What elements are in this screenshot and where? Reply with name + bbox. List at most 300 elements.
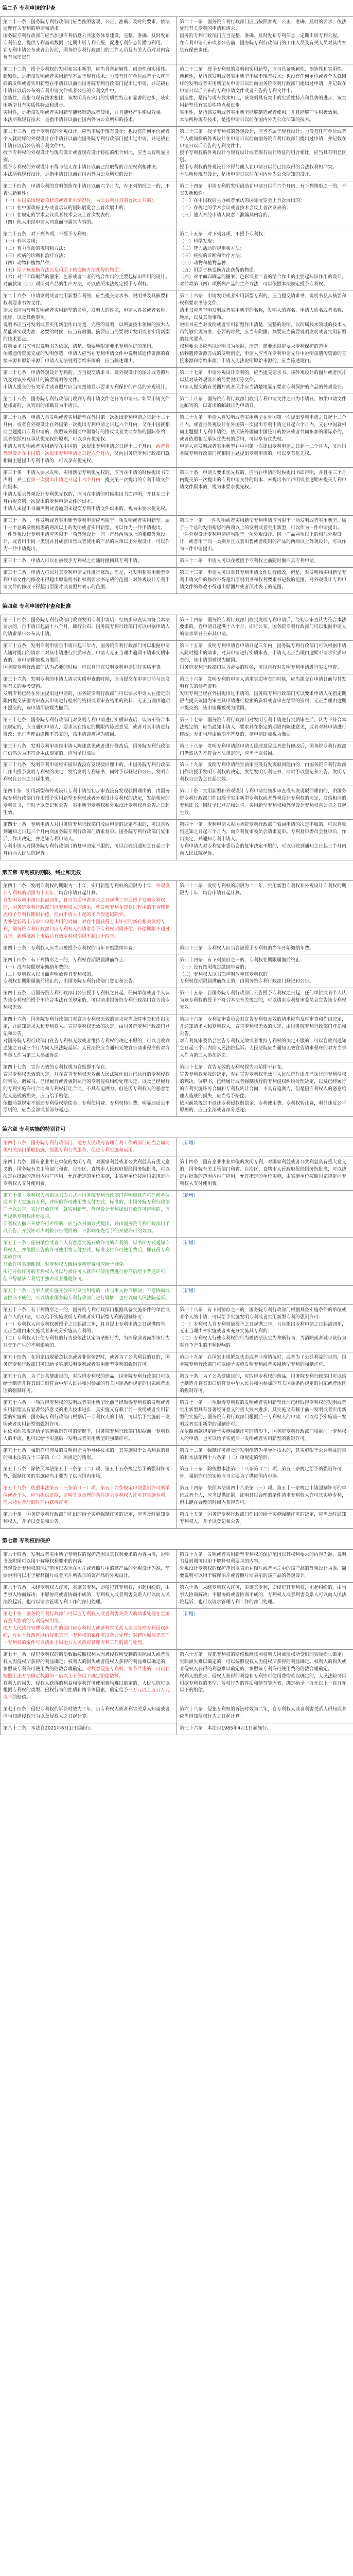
table-row xyxy=(1,1285,353,1304)
text-segment: 在国家出现紧急状态或者非常情况时，为公共利益目的首次公开的； xyxy=(17,198,156,204)
original-article-cell xyxy=(177,1549,353,1583)
text-segment: 第五十条 为了公共健康目的，对取得专利权的药品，国务院专利行政部门可以给予制造并将其出口到符合中华人民共和国参加的有关国际条约规定的国家或者地区的强制许可。 xyxy=(180,1374,347,1394)
amended-article-cell xyxy=(1,515,177,556)
article-text xyxy=(3,617,174,639)
article-text xyxy=(180,743,350,758)
original-article-cell xyxy=(177,615,353,641)
amended-article-cell xyxy=(1,568,177,594)
article-text xyxy=(180,1374,350,1395)
text-segment: 第三十一条 一件发明或者实用新型专利申请应当限于一项发明或者实用新型。属于一个总的发明构思的两项以上的发明或者实用新型，可以作为一件申请提出。 一件外观设计专利申请应当限于一项外观设计。同一产品两项以上的相似外观设计，或者用于同一类别并且成套出售或者使用的产品的两项以上外观设计，可以作为一件申请提出。 xyxy=(3,518,170,552)
text-segment: 第四十条 实用新型和外观设计专利申请经初步审查没有发现驳回理由的，由国务院专利行政部门作出授予实用新型专利权或者外观设计专利权的决定，发给相应的专利证书，同时予以登记和公告。实用新型专利权和外观设计专利权自公告之日起生效。 xyxy=(3,789,170,816)
article-text xyxy=(180,957,350,986)
article-text xyxy=(3,19,174,62)
original-article-cell xyxy=(177,943,353,955)
table-row xyxy=(1,1138,353,1157)
table-row xyxy=(1,1304,353,1352)
table-row xyxy=(1,1510,353,1529)
article-text xyxy=(3,470,174,513)
original-article-cell xyxy=(177,515,353,556)
amended-article-cell xyxy=(1,1138,177,1157)
original-article-cell xyxy=(177,181,353,229)
table-row xyxy=(1,1549,353,1583)
article-text xyxy=(180,945,350,953)
amended-article-cell xyxy=(1,1649,177,1704)
original-article-cell xyxy=(177,126,353,181)
original-article-cell xyxy=(177,1138,353,1157)
table-row xyxy=(1,1014,353,1062)
article-text xyxy=(3,945,174,953)
section-heading: 第四章 专利申请的审查和批准 xyxy=(2,604,71,609)
article-text xyxy=(3,518,174,554)
text-segment: 第五十五条 国务院专利行政部门作出的给予实施强制许可的决定，应当及时通知专利权人，并予以登记和公告。 xyxy=(180,1512,347,1525)
article-text xyxy=(180,676,350,713)
text-segment: 第四十五条 自国务院专利行政部门公告授予专利权之日起，任何单位或者个人认为该专利权的授予不符合本法有关规定的，可以请求专利复审委员会宣告该专利权无效。 xyxy=(180,991,347,1011)
amended-article-cell xyxy=(1,64,177,127)
text-segment: （新增） xyxy=(180,1140,199,1146)
article-text xyxy=(3,1585,174,1606)
section-heading: 第五章 专利权的期限、终止和无效 xyxy=(2,870,81,876)
original-article-cell xyxy=(177,1510,353,1529)
text-segment: 第三十条 申请人要求发明、实用新型专利优先权的，应当在申请的时候提出书面声明，并且在 xyxy=(3,470,170,483)
table-row xyxy=(1,1583,353,1609)
original-article-cell xyxy=(177,1190,353,1238)
article-text xyxy=(3,570,174,591)
text-segment: 第四十四条 有下列情形之一的，专利权在期限届满前终止： （一）没有按照规定缴纳年费的； （二）专利权人以书面声明放弃其专利权的。 专利权在期限届满前终止的，由国务院专利行政部门登记和公告。 xyxy=(3,957,138,985)
article-text xyxy=(180,717,350,739)
table-row xyxy=(1,1723,353,1735)
table-row xyxy=(1,291,353,367)
amended-article-cell xyxy=(1,943,177,955)
table-row xyxy=(1,786,353,820)
text-segment: 第二十五条 对下列各项，不授予专利权： （一）科学发现； （二）智力活动的规则和方法； （三）疾病的诊断和治疗方法； （四）动物和植物品种； （五） xyxy=(3,231,92,273)
article-text xyxy=(180,822,350,858)
article-text xyxy=(3,990,174,1012)
text-segment: 第八十二条 本法自2021年6月1日起施行。 xyxy=(3,1726,95,1732)
article-text xyxy=(3,1193,174,1236)
section-heading: 第二节 专利申请的审查 xyxy=(2,6,56,11)
text-segment: 第六十五条 未经专利权人许可，实施其专利，即侵犯其专利权，引起纠纷的，由当事人协商解决；不愿协商或者协商不成的，专利权人或者利害关系人可以向人民法院起诉，也可以请求管理专利工作的部门处理。 xyxy=(3,1585,170,1605)
article-text xyxy=(3,558,174,565)
amended-article-cell xyxy=(1,229,177,291)
article-text xyxy=(3,396,174,411)
text-segment: 第二十一条 国务院专利行政部门应当按照客观、公正、准确、及时的要求，依法处理有关专利的申请和请求。 国务院专利行政部门应当加强专利信息公共服务体系建设，完整、准确、及时发布专利信息，提供专利基础数据，定期出版专利公报，促进专利信息传播与利用。 在专利申请公布或者公告前，国务院专利行政部门的工作人员及有关人员对其内容负有保密责任。 xyxy=(3,19,170,61)
article-text xyxy=(180,470,350,492)
text-segment: 第七十四条 侵犯专利权的诉讼时效为三年，自专利权人或者利害关系人知道或者应当知道侵权行为以及侵权人之日起计算。 xyxy=(3,1707,170,1720)
original-article-cell xyxy=(177,1371,353,1398)
article-text xyxy=(3,1466,174,1481)
text-segment: 第一次提出申请之日起十六个月内， xyxy=(31,477,105,483)
amended-article-cell xyxy=(1,1549,177,1583)
table-row xyxy=(1,820,353,860)
text-segment: 第三十一条 一件发明或者实用新型专利申请应当限于一项发明或者实用新型。属于一个总的发明构思的两项以上的发明或者实用新型，可以作为一件申请提出。 一件外观设计专利申请应当限于一项外观设计。同一产品两项以上的相似外观设计，或者用于同一类别并且成套出售或者使用的产品的两项以上外观设计，可以作为一件申请提出。 xyxy=(180,518,347,552)
article-text xyxy=(180,1512,350,1526)
text-segment: 第二十六条 申请发明或者实用新型专利的，应当提交请求书、说明书及其摘要和权利要求书等文件。 请求书应当写明发明或者实用新型的名称，发明人的姓名，申请人姓名或者名称、地址，以及其他事项。 说明书应当对发明或者实用新型作出清楚、完整的说明，以所属技术领域的技术人员能够实现为准；必要的时候，应当有附图。摘要应当简要说明发明或者实用新型的技术要点。 权利要求书应当以说明书为依据，清楚、简要地限定要求专利保护的范围。 依赖遗传资源完成的发明创造，申请人应当在专利申请文件中说明该遗传资源的直接来源和原始来源；申请人无法说明原始来源的，应当陈述理由。 xyxy=(3,294,170,364)
table-row xyxy=(1,715,353,741)
text-segment: 第三十七条 国务院专利行政部门对发明专利申请进行实质审查后，认为不符合本法规定的，应当通知申请人，要求其在指定的期限内陈述意见，或者对其申请进行修改；无正当理由逾期不答复的，该申请即被视为撤回。 xyxy=(180,717,347,737)
text-segment: 或者自外观设计在中国第一次提出专利申请之日起六个月内， xyxy=(3,444,170,457)
article-text xyxy=(180,1193,350,1200)
amended-article-cell xyxy=(1,674,177,715)
amended-article-cell xyxy=(1,1583,177,1609)
text-segment: 第三十三条 申请人可以对其专利申请文件进行修改，但是，对发明和实用新型专利申请文件的修改不得超出原说明书和权利要求书记载的范围，对外观设计专利申请文件的修改不得超出原图片或者照片表示的范围。 xyxy=(180,570,347,590)
table-row xyxy=(1,367,353,394)
table-row xyxy=(1,515,353,556)
original-article-cell xyxy=(177,641,353,674)
original-article-cell xyxy=(177,674,353,715)
article-text xyxy=(180,370,350,392)
text-segment: 第二十二条 授予专利权的发明和实用新型，应当具备新颖性、创造性和实用性。 新颖性，是指该发明或者实用新型不属于现有技术；也没有任何单位或者个人就同样的发明或者实用新型在申请日以前向国务院专利行政部门提出过申请，并记载在申请日以后公布的专利申请文件或者公告的专利文件中。 创造性，是指与现有技术相比，该发明具有突出的实质性特点和显著的进步，该实用新型具有实质性特点和进步。 实用性，是指该发明或者实用新型能够制造或者使用，并且能够产生积极效果。 本法所称现有技术，是指申请日以前在国内外为公众所知的技术。 xyxy=(3,67,170,123)
text-segment: 第四十六条 国务院专利行政部门对宣告专利权无效的请求应当及时审查和作出决定，并通知请求人和专利权人。宣告专利权无效的决定，由国务院专利行政部门登记和公告。 对国务院专利行政部门宣告专利权无效或者维持专利权的决定不服的，可以自收到通知之日起三个月内向人民法院起诉。人民法院应当通知无效宣告请求程序的对方当事人作为第三人参加诉讼。 xyxy=(3,1017,170,1058)
table-row xyxy=(1,556,353,568)
text-segment: 第三十九条 发明专利申请经实质审查没有发现驳回理由的，由国务院专利行政部门作出授予发明专利权的决定，发给发明专利证书，同时予以登记和公告。发明专利权自公告之日起生效。 xyxy=(3,762,170,783)
amended-article-cell xyxy=(1,1483,177,1510)
text-segment: 第二十七条 申请外观设计专利的，应当提交请求书、该外观设计的图片或者照片以及对该外观设计的简要说明等文件。 申请人提交的有关图片或者照片应当清楚地显示要求专利保护的产品的外观设计。 xyxy=(180,370,347,390)
comparison-table xyxy=(0,1549,353,1736)
table-row xyxy=(1,126,353,181)
text-segment: 第二十九条 申请人自发明或者实用新型在外国第一次提出专利申请之日起十二个月内，或者自外观设计在外国第一次提出专利申请之日起六个月内，又在中国就相同主题提出专利申请的，依照该外国同中国签订的协议或者共同参加的国际条约，或者依照相互承认优先权的原则，可以享有优先权。 申请人自发明或者实用新型在中国第一次提出专利申请之日起十二个月内，又向国务院专利行政部门就相同主题提出专利申请的，可以享有优先权。 xyxy=(180,415,347,457)
original-article-cell xyxy=(177,1445,353,1464)
original-article-cell xyxy=(177,291,353,367)
article-text xyxy=(3,370,174,392)
text-segment: 第二十九条 申请人自发明或者实用新型在外国第一次提出专利申请之日起十二个月内，或者自外观设计在外国第一次提出专利申请之日起六个月内，又在中国就相同主题提出专利申请的，依照该外国同中国签订的协议或者共同参加的国际条约，或者依照相互承认优先权的原则，可以享有优先权。 申请人自发明或者实用新型在中国第一次提出专利申请之日起十二个月内， xyxy=(3,415,170,450)
original-article-cell xyxy=(177,760,353,786)
article-text xyxy=(3,1159,174,1188)
original-article-cell xyxy=(177,568,353,594)
text-segment: 第五十六条 一项取得专利权的发明或者实用新型比前已经取得专利权的发明或者实用新型具有显著经济意义的重大技术进步，其实施又有赖于前一发明或者实用新型的实施的，国务院专利行政部门根据后一专利权人的申请，可以给予实施前一发明或者实用新型的强制许可。 在依照前款规定给予实施强制许可的情形下，国务院专利行政部门根据前一专利权人的申请，也可以给予实施后一发明或者实用新型的强制许可。 xyxy=(3,1400,170,1442)
table-row xyxy=(1,16,353,64)
text-segment: 又向国务院专利行政部门就相同主题提出专利申请的，可以享有优先权。 xyxy=(3,451,170,464)
amended-article-cell xyxy=(1,413,177,468)
table-row xyxy=(1,1062,353,1117)
article-text xyxy=(180,883,350,897)
amended-article-cell xyxy=(1,820,177,860)
table-row xyxy=(1,760,353,786)
text-segment: 第五十一条 一项取得专利权的发明或者实用新型比前已经取得专利权的发明或者实用新型具有显著经济意义的重大技术进步，其实施又有赖于前一发明或者实用新型的实施的，国务院专利行政部门根据后一专利权人的申请，可以给予实施前一发明或者实用新型的强制许可。 在依照前款规定给予实施强制许可的情形下，国务院专利行政部门根据前一专利权人的申请，也可以给予实施后一发明或者实用新型的强制许可。 xyxy=(180,1400,347,1442)
text-segment: 第五十三条 有下列情形之一的，国务院专利行政部门根据具备实施条件的单位或者个人的申请，可以给予实施发明专利或者实用新型专利的强制许可： （一）专利权人自专利权被授予之日起满三年，且自提出专利申请之日起满四年，无正当理由未实施或者未充分实施其专利的； （二）专利权人行使专利权的行为被依法认定为垄断行为，为消除或者减少该行为对竞争产生的不利影响的。 xyxy=(3,1307,170,1349)
table-row xyxy=(1,1397,353,1445)
text-segment: 第四十六条 专利复审委员会对宣告专利权无效的请求应当及时审查和作出决定，并通知请求人和专利权人。宣告专利权无效的决定，由国务院专利行政部门登记和公告。 对专利复审委员会宣告专利权无效或者维持专利权的决定不服的，可以自收到通知之日起三个月内向人民法院起诉。人民法院应当通知无效宣告请求程序的对方当事人作为第三人参加诉讼。 xyxy=(180,1017,347,1058)
article-text xyxy=(3,957,174,986)
amended-article-cell xyxy=(1,1062,177,1117)
article-text xyxy=(180,990,350,1012)
text-segment: 三万元以上五百万元以下 xyxy=(3,1688,170,1701)
table-row xyxy=(1,641,353,674)
original-article-cell xyxy=(177,715,353,741)
amended-article-cell xyxy=(1,1304,177,1352)
text-segment: 第三十条 申请人要求优先权的，应当在申请的时候提出书面声明，并且在三个月内提交第一次提出的专利申请文件的副本；未提出书面声明或者逾期未提交专利申请文件副本的，视为未要求优先权。 xyxy=(180,470,347,490)
article-text xyxy=(3,1288,174,1302)
article-text xyxy=(3,1400,174,1443)
amended-article-cell xyxy=(1,291,177,367)
text-segment: 第七十六条 本法自1985年4月1日起施行。 xyxy=(180,1726,272,1732)
article-text xyxy=(3,717,174,739)
article-text xyxy=(3,676,174,713)
amended-article-cell xyxy=(1,126,177,181)
section-gap xyxy=(0,1735,353,1739)
table-row xyxy=(1,1464,353,1483)
article-text xyxy=(3,1512,174,1526)
article-text xyxy=(180,231,350,289)
text-segment: 第三十八条 发明专利申请经申请人陈述意见或者进行修改后，国务院专利行政部门仍然认为不符合本法规定的，应当予以驳回。 xyxy=(3,743,170,756)
amended-article-cell xyxy=(1,1157,177,1190)
text-segment: 第三十八条 发明专利申请经申请人陈述意见或者进行修改后，国务院专利行政部门仍然认为不符合本法规定的，应当予以驳回。 xyxy=(180,743,347,756)
table-row xyxy=(1,467,353,515)
amended-article-cell xyxy=(1,1704,177,1723)
article-text xyxy=(3,1307,174,1350)
original-article-cell xyxy=(177,394,353,413)
original-article-cell xyxy=(177,1609,353,1650)
original-article-cell xyxy=(177,1704,353,1723)
original-article-cell xyxy=(177,741,353,760)
table-row xyxy=(1,1609,353,1650)
article-text xyxy=(3,1552,174,1581)
table-row xyxy=(1,229,353,291)
amended-article-cell xyxy=(1,1723,177,1735)
text-segment: 第二十七条 申请外观设计专利的，应当提交请求书、该外观设计的图片或者照片以及对该外观设计的简要说明等文件。 申请人提交的有关图片或者照片应当清楚地显示要求专利保护的产品的外观设计。 xyxy=(3,370,170,390)
text-segment: 的赔偿。 xyxy=(12,1695,31,1701)
amended-article-cell xyxy=(1,467,177,515)
article-text xyxy=(3,1485,174,1507)
table-row xyxy=(1,1190,353,1238)
original-article-cell xyxy=(177,1062,353,1117)
amended-article-cell xyxy=(1,1445,177,1464)
amended-article-cell xyxy=(1,1285,177,1304)
text-segment: 第五十七条 强制许可涉及的发明创造为半导体技术的，其实施限于公共利益的目的和本法第五十三条第（二）项规定的情形。 xyxy=(3,1448,170,1461)
text-segment: 第二十四条 申请专利的发明创造在申请日以前六个月内，有下列情形之一的，不丧失新颖性： （一） xyxy=(3,184,170,204)
section-gap xyxy=(0,860,353,865)
table-row xyxy=(1,1704,353,1723)
article-text xyxy=(3,1016,174,1060)
table-row xyxy=(1,1483,353,1510)
text-segment: 第三十七条 国务院专利行政部门对发明专利申请进行实质审查后，认为不符合本法规定的，应当通知申请人，要求其在指定的期限内陈述意见，或者对其申请进行修改；无正当理由逾期不答复的，该申请即被视为撤回。 xyxy=(3,717,170,737)
text-segment: （新增） xyxy=(180,1241,199,1246)
article-text xyxy=(180,1448,350,1462)
text-segment: 第六十条 国务院专利行政部门作出的给予实施强制许可的决定，应当及时通知专利权人，并予以登记和公告。 xyxy=(3,1512,170,1525)
text-segment: （二）在中国政府主办或者承认的国际展览会上首次展出的； （三）在规定的学术会议或者技术会议上首次发表的； （四）他人未经申请人同意而泄露其内容的。 xyxy=(3,206,129,225)
text-segment: 权利人的损失、侵权人获得的利益和专利许可使用费均难以确定的，人民法院可以根据专利权的类型、侵权行为的性质和情节等因素，确定给予 xyxy=(3,1681,170,1693)
table-row xyxy=(1,1157,353,1190)
article-text xyxy=(3,1611,174,1647)
article-text xyxy=(180,1611,350,1618)
original-article-cell xyxy=(177,467,353,515)
section-gap xyxy=(0,1117,353,1121)
text-segment: 第二十一条 国务院专利行政部门应当按照客观、公正、准确、及时的要求，依法处理有关专利的申请和请求。 国务院专利行政部门应当完整、准确、及时发布专利信息，定期出版专利公报。 在专利申请公布或者公告前，国务院专利行政部门的工作人员及有关人员对其内容负有保密责任。 xyxy=(180,19,347,54)
text-segment: 第五十二条 强制许可涉及的发明创造为半导体技术的，其实施限于公共利益的目的和本法第四十八条第（二）项规定的情形。 xyxy=(180,1448,347,1461)
article-text xyxy=(3,415,174,465)
table-row xyxy=(1,674,353,715)
article-text xyxy=(3,643,174,672)
amended-article-cell xyxy=(1,556,177,568)
article-text xyxy=(3,293,174,365)
table-row xyxy=(1,413,353,468)
original-article-cell xyxy=(177,1723,353,1735)
article-text xyxy=(3,788,174,817)
amended-article-cell xyxy=(1,1190,177,1238)
text-segment: 第二十三条 授予专利权的外观设计，应当不属于现有设计；也没有任何单位或者个人就同样的外观设计在申请日以前向国务院专利行政部门提出过申请，并记载在申请日以后公告的专利文件中。 授予专利权的外观设计与现有设计或者现有设计特征的组合相比，应当具有明显区别。 授予专利权的外观设计不得与他人在申请日以前已经取得的合法权利相冲突。 本法所称现有设计，是指申请日以前在国内外为公众所知的设计。 xyxy=(180,129,347,178)
original-article-cell xyxy=(177,229,353,291)
original-article-cell xyxy=(177,1397,353,1445)
article-text xyxy=(180,1307,350,1350)
table-row xyxy=(1,1371,353,1398)
original-article-cell xyxy=(177,16,353,64)
original-article-cell xyxy=(177,881,353,943)
text-segment: 第五十四条 在国家出现紧急状态或者非常情况时，或者为了公共利益的目的，国务院专利行政部门可以给予实施发明专利或者实用新型专利的强制许可。 xyxy=(3,1355,170,1368)
original-article-cell xyxy=(177,955,353,988)
text-segment: 第二十六条 申请发明或者实用新型专利的，应当提交请求书、说明书及其摘要和权利要求书等文件。 请求书应当写明发明或者实用新型的名称，发明人的姓名，申请人姓名或者名称、地址，以及其他事项。 说明书应当对发明或者实用新型作出清楚、完整的说明，以所属技术领域的技术人员能够实现为准；必要的时候，应当有附图。摘要应当简要说明发明或者实用新型的技术要点。 权利要求书应当以说明书为依据，清楚、简要地限定要求专利保护的范围。 依赖遗传资源完成的发明创造，申请人应当在专利申请文件中说明该遗传资源的直接来源和原始来源；申请人无法说明原始来源的，应当陈述理由。 xyxy=(180,294,347,364)
amended-article-cell xyxy=(1,786,177,820)
text-segment: 第五十二条 当事人就实施开放许可发生纠纷的，由当事人协商解决；不愿协商或者协商不成的，可以请求国务院专利行政部门进行调解，也可以向人民法院起诉。 xyxy=(3,1288,170,1301)
table-row xyxy=(1,181,353,229)
text-segment: 第五十九条 依照本法第五十三条第（一）项、第五十六条规定申请强制许可的单位或者个人，应当提供证据，证明其以合理的条件请求专利权人许可其实施专利，但未能在合理的时间内获得许可。 xyxy=(3,1486,170,1506)
amended-article-cell xyxy=(1,881,177,943)
original-article-cell xyxy=(177,1464,353,1483)
text-segment: 第三十六条 发明专利的申请人请求实质审查的时候，应当提交在申请日前与其发明有关的参考资料。 发明专利已经在外国提出过申请的，国务院专利行政部门可以要求申请人在指定期限内提交该国为审查其申请进行检索的资料或者审查结果的资料；无正当理由逾期不提交的，该申请即被视为撤回。 xyxy=(180,677,347,711)
text-segment: 自发明专利申请日起满四年，且自实质审查请求之日起满三年后授予发明专利权的，国务院专利行政部门应专利权人的请求，就发明专利在授权过程中的不合理延迟给予专利权期限补偿，但由申请人引起的不合理延迟除外。 为补偿新药上市审评审批占用的时间，对在中国获得上市许可的新药相关发明专利，国务院专利行政部门应专利权人的请求给予专利权期限补偿。补偿期限不超过五年，新药批准上市后总有效专利权期限不超过十四年。 xyxy=(3,898,170,939)
table-row xyxy=(1,394,353,413)
article-text xyxy=(180,129,350,179)
section-heading: 第六章 专利实施的特别许可 xyxy=(2,1127,66,1133)
table-row xyxy=(1,64,353,127)
text-segment: 外观设计专利权的期限为十五年， xyxy=(3,884,170,896)
text-segment: 第四十八条 有下列情形之一的，国务院专利行政部门根据具备实施条件的单位或者个人的申请，可以给予实施发明专利或者实用新型专利的强制许可： （一）专利权人自专利权被授予之日起满三年，且自提出专利申请之日起满四年，无正当理由未实施或者未充分实施其专利的； （二）专利权人行使专利权的行为被依法认定为垄断行为，为消除或者减少该行为对竞争产生的不利影响的。 xyxy=(180,1307,347,1349)
table-row xyxy=(1,881,353,943)
text-segment: 第五十四条 依照本法第四十八条第（一）项、第五十一条规定申请强制许可的单位或者个人，应当提供证据，证明其以合理的条件请求专利权人许可其实施专利，但未能在合理的时间内获得许可。 xyxy=(180,1486,347,1506)
original-article-cell xyxy=(177,1352,353,1371)
amended-article-cell xyxy=(1,641,177,674)
article-text xyxy=(180,19,350,55)
amended-article-cell xyxy=(1,715,177,741)
original-article-cell xyxy=(177,413,353,468)
amended-article-cell xyxy=(1,394,177,413)
original-article-cell xyxy=(177,820,353,860)
table-row xyxy=(1,568,353,594)
article-text xyxy=(180,1288,350,1295)
original-article-cell xyxy=(177,1157,353,1190)
amended-article-cell xyxy=(1,1371,177,1398)
article-text xyxy=(180,558,350,565)
text-segment: 第十四条 国有企业事业单位的发明专利，对国家利益或者公共利益具有重大意义的，国务院有关主管部门和省、自治区、直辖市人民政府报经国务院批准，可以决定在批准的范围内推广应用，允许指定的单位实施，由实施单位按照国家规定向专利权人支付使用费。 xyxy=(180,1159,347,1187)
article-text xyxy=(3,66,174,124)
text-segment: 均自申请日起计算。 xyxy=(59,891,101,896)
article-text xyxy=(180,788,350,817)
article-text xyxy=(180,762,350,784)
text-segment: 第四十条 实用新型和外观设计专利申请经初步审查没有发现驳回理由的，由国务院专利行政部门作出授予实用新型专利权或者外观设计专利权的决定，发给相应的专利证书，同时予以登记和公告。实用新型专利权和外观设计专利权自公告之日起生效。 xyxy=(180,789,347,816)
comparison-table xyxy=(0,1138,353,1529)
original-article-cell xyxy=(177,367,353,394)
text-segment: （新增） xyxy=(180,1288,199,1294)
article-text xyxy=(180,183,350,219)
text-segment: 第三十五条 发明专利申请自申请日起三年内，国务院专利行政部门可以根据申请人随时提出的请求，对其申请进行实质审查；申请人无正当理由逾期不请求实质审查的，该申请即被视为撤回。 国务院专利行政部门认为必要的时候，可以自行对发明专利申请进行实质审查。 xyxy=(3,643,170,671)
text-segment: 第二十八条 国务院专利行政部门收到专利申请文件之日为申请日。如果申请文件是邮寄的，以寄出的邮戳日为申请日。 xyxy=(3,396,170,409)
article-text xyxy=(180,1485,350,1507)
table-row xyxy=(1,1352,353,1371)
article-text xyxy=(180,1585,350,1606)
text-segment: （六）对平面印刷品的图案、色彩或者二者的结合作出的主要起标识作用的设计。 对前款第（四）项所列产品的生产方法，可以依照本法规定授予专利权。 xyxy=(3,275,170,287)
text-segment: 第三十四条 国务院专利行政部门收到发明专利申请后，经初步审查认为符合本法要求的，自申请日起满十八个月，即行公布。国务院专利行政部门可以根据申请人的请求早日公布其申请。 xyxy=(3,617,170,637)
text-segment: 第四十七条 宣告无效的专利权视为自始即不存在。 宣告专利权无效的决定，对在宣告专利权无效前人民法院作出并已执行的专利侵权的判决、调解书，已经履行或者强制执行的专利侵权纠纷处理决定，以及已经履行的专利实施许可合同和专利权转让合同，不具有追溯力。但是因专利权人的恶意给他人造成的损失，应当给予赔偿。 依照前款规定不返还专利侵权赔偿金、专利使用费、专利权转让费，明显违反公平原则的，应当全部或者部分返还。 xyxy=(3,1064,170,1113)
section-heading: 第七章 专利权的保护 xyxy=(2,1538,50,1544)
original-article-cell xyxy=(177,1649,353,1704)
comparison-table xyxy=(0,16,353,595)
amended-article-cell xyxy=(1,988,177,1014)
text-segment: 第五十五条 为了公共健康目的，对取得专利权的药品，国务院专利行政部门可以给予制造并将其出口到符合中华人民共和国参加的有关国际条约规定的国家或者地区的强制许可。 xyxy=(3,1374,170,1394)
text-segment: 第七十条 国务院专利行政部门可以应专利权人或者利害关系人的请求处理在全国有重大影响的专利侵权纠纷。 地方人民政府管理专利工作的部门应专利权人或者利害关系人请求处理专利侵权纠纷，对在本行政区域内侵犯其同一专利权的案件可以合并处理；对跨区域侵犯其同一专利权的案件可以请求上级地方人民政府管理专利工作的部门处理。 xyxy=(3,1612,170,1646)
text-segment: 第四十一条 专利申请人对国务院专利行政部门驳回申请的决定不服的，可以自收到通知之日起三个月内，向专利复审委员会请求复审。专利复审委员会复审后，作出决定，并通知专利申请人。 专利申请人对专利复审委员会的复审决定不服的，可以自收到通知之日起三个月内向人民法院起诉。 xyxy=(180,822,347,856)
article-text xyxy=(180,1016,350,1060)
article-text xyxy=(3,129,174,179)
amended-article-cell xyxy=(1,1510,177,1529)
article-text xyxy=(3,1240,174,1283)
text-segment: 第二十四条 申请专利的发明创造在申请日以前六个月内，有下列情形之一的，不丧失新颖性： （一）在中国政府主办或者承认的国际展览会上首次展出的； （二）在规定的学术会议或者技术会议上首次发表的； （三）他人未经申请人同意而泄露其内容的。 xyxy=(180,184,347,218)
text-segment: 第五十一条 任何单位或者个人有意愿实施开放许可的专利的，以书面方式通知专利权人，并依照公告的许可使用费支付方式、标准支付许可使用费后，即获得专利实施许可。 开放许可实施期间，对专利权人缴纳专利年费相应给予减免。 实行开放许可的专利权人可以与被许可人就许可使用费进行协商后给予普通许可，但不得就该专利给予独占或者排他许可。 xyxy=(3,1241,170,1282)
text-segment: （新增） xyxy=(180,1612,199,1617)
original-article-cell xyxy=(177,1483,353,1510)
text-segment: 第二十三条 授予专利权的外观设计，应当不属于现有设计；也没有任何单位或者个人就同样的外观设计在申请日以前向国务院专利行政部门提出过申请，并记载在申请日以后公告的专利文件中。 授予专利权的外观设计与现有设计或者现有设计特征的组合相比，应当具有明显区别。 授予专利权的外观设计不得与他人在申请日以前已经取得的合法权利相冲突。 本法所称现有设计，是指申请日以前在国内外为公众所知的设计。 xyxy=(3,129,170,178)
article-text xyxy=(180,617,350,639)
text-segment: 第三十六条 发明专利的申请人请求实质审查的时候，应当提交在申请日前与其发明有关的参考资料。 发明专利已经在外国提出过申请的，国务院专利行政部门可以要求申请人在指定期限内提交该国为审查其申请进行检索的资料或者审查结果的资料；无正当理由逾期不提交的，该申请即被视为撤回。 xyxy=(3,677,170,711)
article-text xyxy=(3,1448,174,1462)
original-article-cell xyxy=(177,1014,353,1062)
article-text xyxy=(3,762,174,784)
text-segment: 第三十五条 发明专利申请自申请日起三年内，国务院专利行政部门可以根据申请人随时提出的请求，对其申请进行实质审查；申请人无正当理由逾期不请求实质审查的，该申请即被视为撤回。 国务院专利行政部门认为必要的时候，可以自行对发明专利申请进行实质审查。 xyxy=(180,643,347,671)
amended-article-cell xyxy=(1,181,177,229)
text-segment: 第四十三条 专利权人应当自被授予专利权的当年开始缴纳年费。 xyxy=(180,945,314,951)
article-text xyxy=(3,1652,174,1702)
original-article-cell xyxy=(177,988,353,1014)
article-text xyxy=(180,1354,350,1369)
table-row xyxy=(1,615,353,641)
original-article-cell xyxy=(177,64,353,127)
article-text xyxy=(180,1466,350,1481)
table-row xyxy=(1,1445,353,1464)
article-text xyxy=(3,183,174,227)
table-row xyxy=(1,1238,353,1286)
section-gap xyxy=(0,594,353,598)
article-text xyxy=(180,415,350,458)
text-segment: 第三十三条 申请人可以对其专利申请文件进行修改，但是，对发明和实用新型专利申请文件的修改不得超出原说明书和权利要求书记载的范围，对外观设计专利申请文件的修改不得超出原图片或者照片表示的范围。 xyxy=(3,570,170,590)
amended-article-cell xyxy=(1,1609,177,1650)
table-row xyxy=(1,741,353,760)
article-text xyxy=(3,1374,174,1395)
amended-article-cell xyxy=(1,615,177,641)
amended-article-cell xyxy=(1,367,177,394)
article-text xyxy=(180,1400,350,1443)
original-article-cell xyxy=(177,1285,353,1304)
comparison-table xyxy=(0,615,353,860)
text-segment: 第二十二条 授予专利权的发明和实用新型，应当具备新颖性、创造性和实用性。 新颖性，是指该发明或者实用新型不属于现有技术；也没有任何单位或者个人就同样的发明或者实用新型在申请日以前向国务院专利行政部门提出过申请，并记载在申请日以后公布的专利申请文件或者公告的专利文件中。 创造性，是指与现有技术相比，该发明具有突出的实质性特点和显著的进步，该实用新型具有实质性特点和进步。 实用性，是指该发明或者实用新型能够制造或者使用，并且能够产生积极效果。 本法所称现有技术，是指申请日以前在国内外为公众所知的技术。 xyxy=(180,67,347,123)
article-text xyxy=(3,1064,174,1115)
article-text xyxy=(180,396,350,411)
text-segment: 第五十三条 除依照本法第四十八条第（二）项、第五十条规定给予的强制许可外，强制许可的实施应当主要为了供应国内市场。 xyxy=(180,1467,342,1480)
text-segment: 第四十二条 发明专利权的期限为二十年，实用新型专利权的期限为十年， xyxy=(3,884,156,889)
table-row xyxy=(1,955,353,988)
table-row xyxy=(1,988,353,1014)
article-text xyxy=(180,1706,350,1721)
amended-article-cell xyxy=(1,1397,177,1445)
text-segment: 第四十二条 发明专利权的期限为二十年，实用新型专利权和外观设计专利权的期限为十年，均自申请日起计算。 xyxy=(180,884,347,896)
article-text xyxy=(180,1652,350,1695)
text-segment: 第四十五条 自国务院专利行政部门公告授予专利权之日起，任何单位或者个人认为该专利权的授予不符合本法有关规定的，可以请求国务院专利行政部门宣告该专利权无效。 xyxy=(3,991,170,1011)
text-segment: 对故意侵犯专利权，情节严重的，可以在按照上述方法确定数额的一倍以上五倍以下确定赔偿数额。 xyxy=(3,1666,170,1679)
section-gap xyxy=(0,1529,353,1533)
text-segment: 第五十八条 除依照本法第五十三条第（二）项、第五十五条规定给予的强制许可外，强制许可的实施应当主要为了供应国内市场。 xyxy=(3,1467,170,1480)
original-article-cell xyxy=(177,556,353,568)
original-article-cell xyxy=(177,786,353,820)
article-text xyxy=(3,1140,174,1155)
original-article-cell xyxy=(177,1583,353,1609)
text-segment: 第六十条 未经专利权人许可，实施其专利，即侵犯其专利权，引起纠纷的，由当事人协商解决；不愿协商或者协商不成的，专利权人或者利害关系人可以向人民法院起诉，也可以请求管理专利工作的部门处理。 xyxy=(180,1585,347,1605)
text-segment: 第四十八条 国务院专利行政部门、地方人民政府管理专利工作的部门应当会同同级相关部门采取措施，加强专利公共服务，促进专利实施和运用。 xyxy=(3,1140,170,1153)
